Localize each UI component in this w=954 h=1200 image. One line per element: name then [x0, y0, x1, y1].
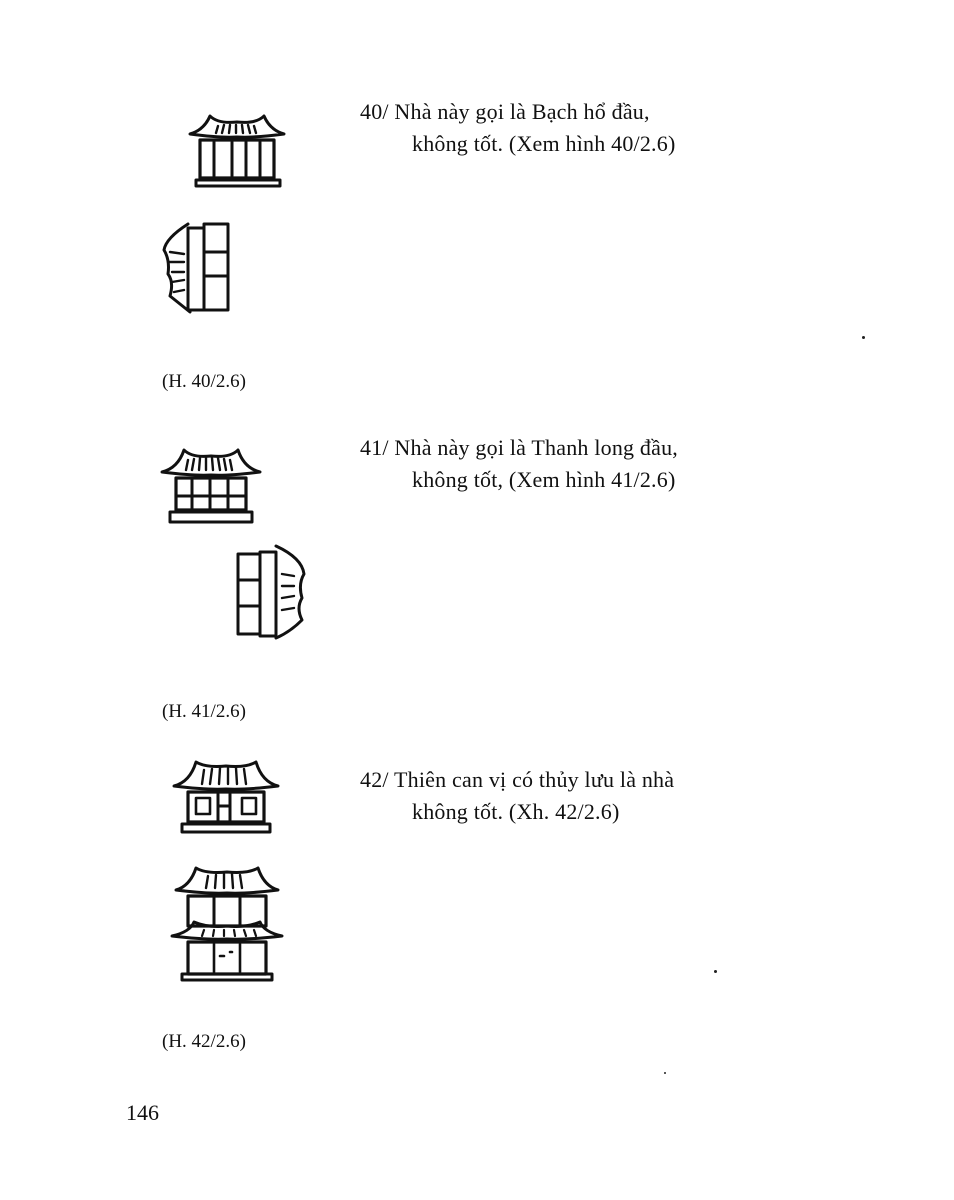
house-side-left-icon [158, 216, 238, 318]
figure-caption-41: (H. 41/2.6) [162, 701, 246, 722]
entry-41-text [360, 432, 800, 496]
entry-41-line2: không tốt, (Xem hình 41/2.6) [412, 467, 676, 492]
figure-caption-42: (H. 42/2.6) [162, 1031, 246, 1052]
entry-42-line2: không tốt. (Xh. 42/2.6) [412, 799, 620, 824]
house-side-right-icon [232, 540, 312, 644]
two-story-house-icon [168, 860, 286, 984]
house-front-icon [170, 752, 282, 838]
entry-42-text [360, 764, 800, 828]
house-front-icon [158, 440, 264, 530]
entry-41-line1: 41/ Nhà này gọi là Thanh long đầu, [360, 435, 679, 460]
print-speck [714, 970, 717, 973]
entry-40-line1: 40/ Nhà này gọi là Bạch hổ đầu, [360, 99, 650, 124]
figure-caption-40: (H. 40/2.6) [162, 371, 246, 392]
entry-42-line1: 42/ Thiên can vị có thủy lưu là nhà [360, 767, 675, 792]
print-speck [862, 336, 865, 339]
entry-40-text [360, 96, 800, 160]
house-front-icon [184, 104, 290, 190]
page-number: 146 [126, 1100, 159, 1125]
print-speck [664, 1072, 666, 1074]
entry-40-line2: không tốt. (Xem hình 40/2.6) [412, 131, 676, 156]
